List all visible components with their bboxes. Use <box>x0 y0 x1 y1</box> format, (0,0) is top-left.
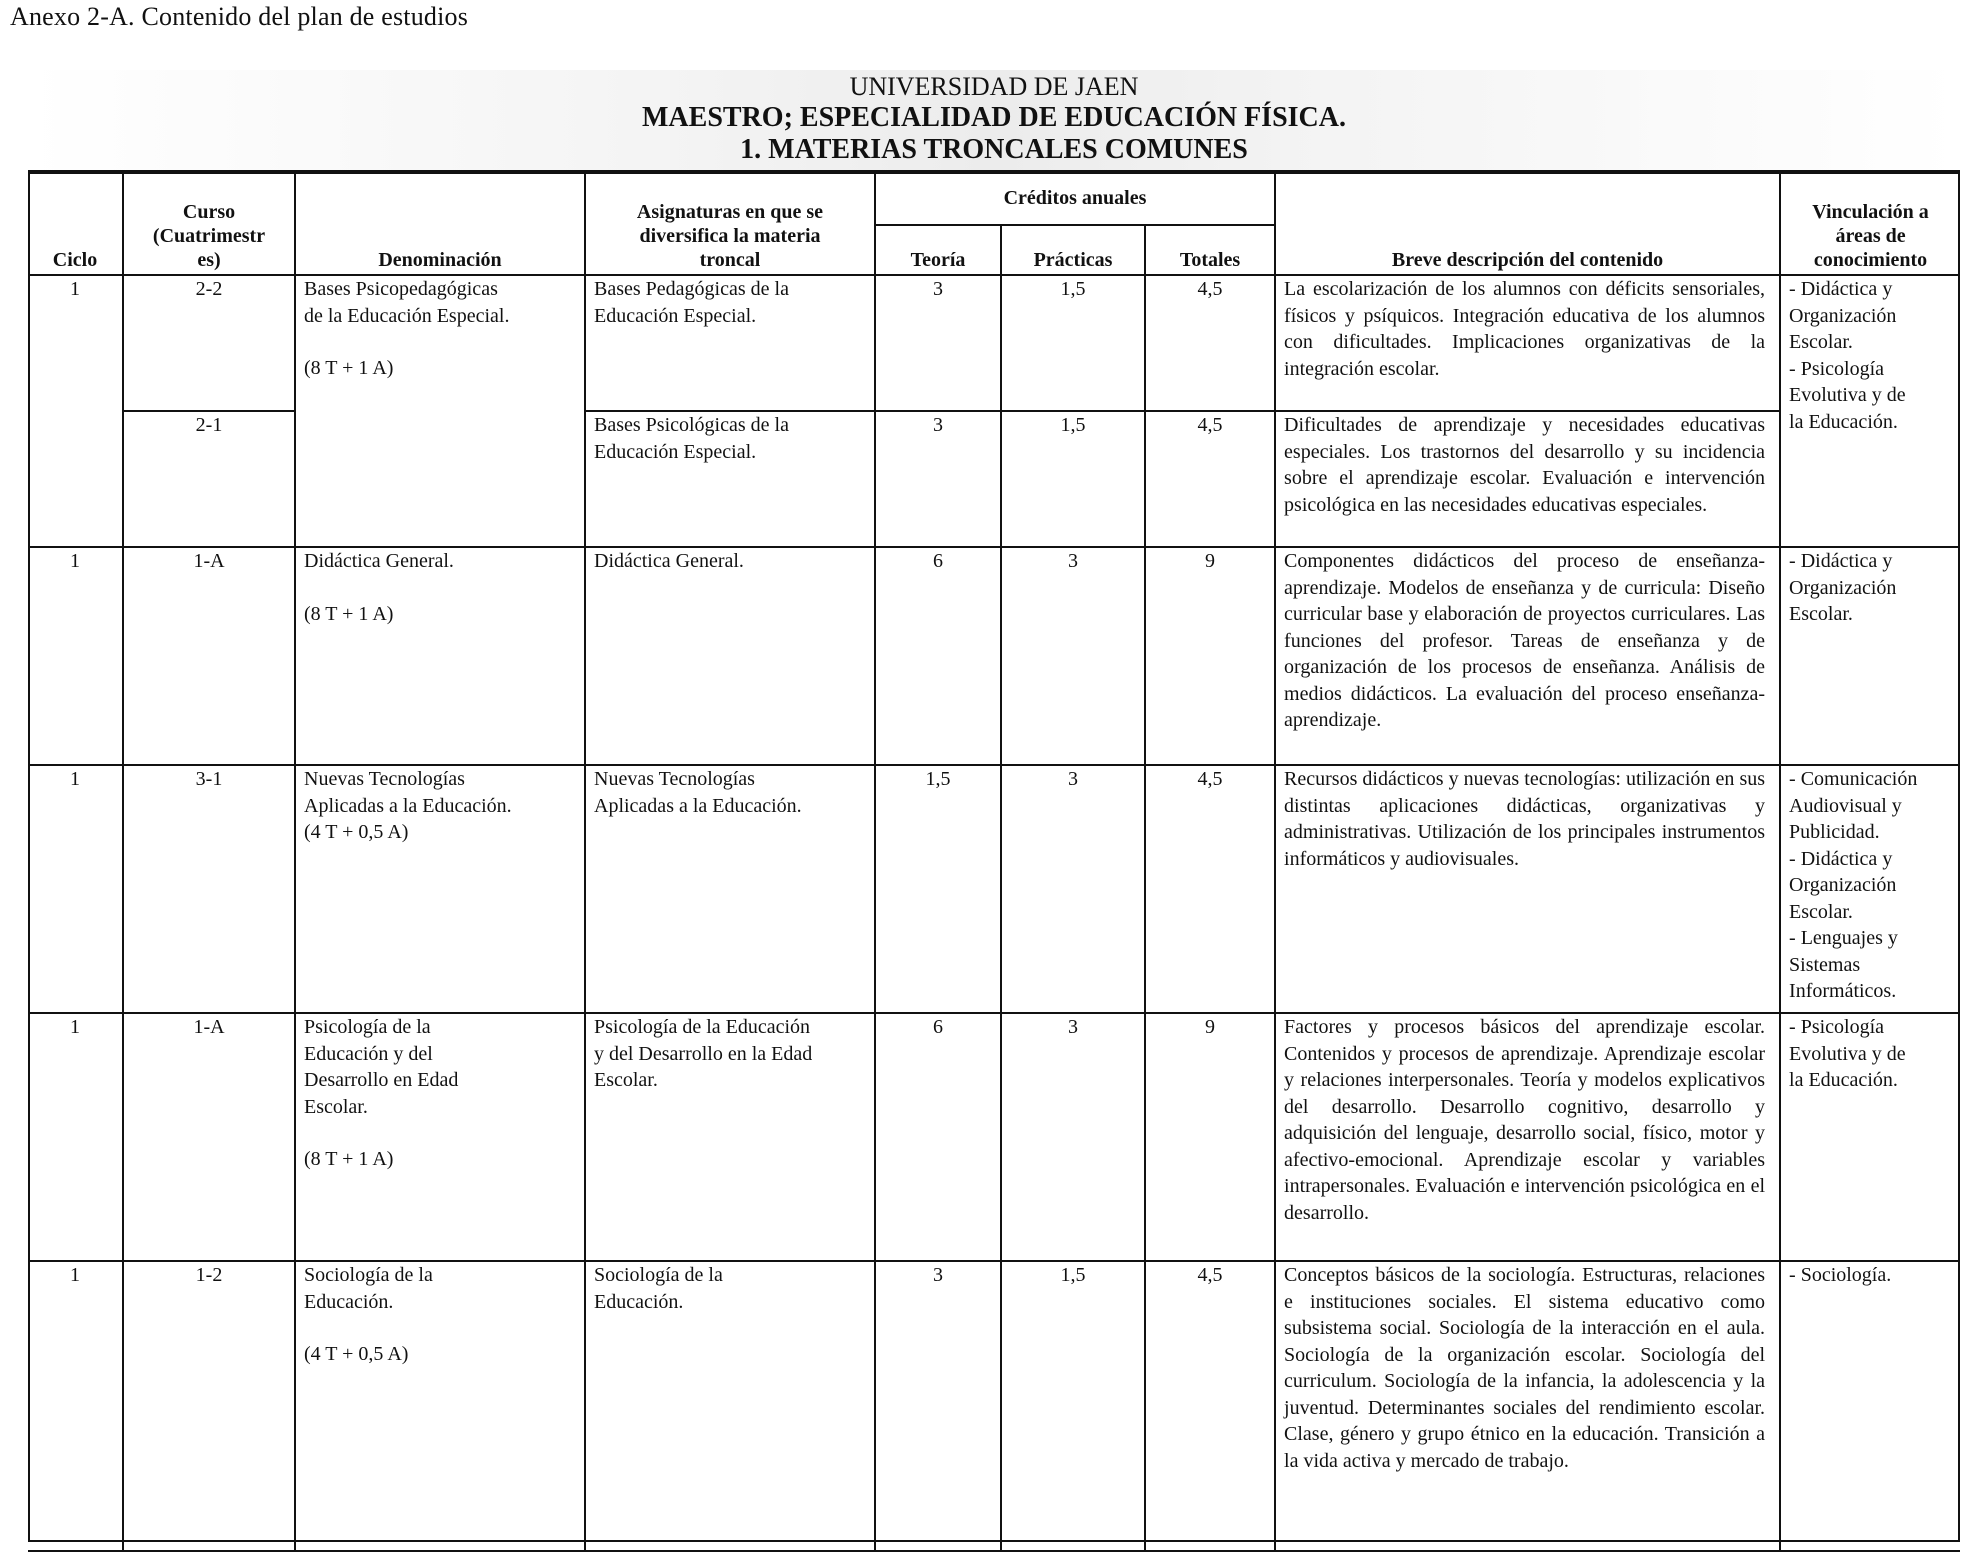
asignatura-cell: Sociología de la Educación. <box>585 1261 875 1551</box>
university-name: UNIVERSIDAD DE JAEN <box>849 72 1139 101</box>
denominacion-cell: Psicología de la Educación y del Desarrollo en Edad Escolar. (8 T + 1 A) <box>295 1013 585 1261</box>
curso-cell: 3-1 <box>123 765 295 1013</box>
vinculacion-cell: - Sociología. <box>1780 1261 1960 1551</box>
totales-cell: 4,5 <box>1145 411 1275 547</box>
curriculum-table <box>28 172 1960 1552</box>
practicas-cell: 3 <box>1001 547 1145 765</box>
header-totales: Totales <box>1145 225 1275 275</box>
asignatura-cell: Nuevas Tecnologías Aplicadas a la Educación. <box>585 765 875 1013</box>
curso-cell: 2-1 <box>123 411 295 547</box>
totales-cell: 9 <box>1145 547 1275 765</box>
header-denominacion: Denominación <box>295 173 585 275</box>
ciclo-cell: 1 <box>28 765 123 1013</box>
ciclo-cell: 1 <box>28 275 123 547</box>
teoria-cell: 6 <box>875 547 1001 765</box>
table-row <box>28 765 1960 1013</box>
header-ciclo: Ciclo <box>28 173 123 275</box>
header-creditos: Créditos anuales <box>875 173 1275 225</box>
curso-cell: 1-A <box>123 1013 295 1261</box>
section-title: 1. MATERIAS TRONCALES COMUNES <box>740 134 1248 165</box>
teoria-cell: 1,5 <box>875 765 1001 1013</box>
table-row <box>28 1261 1960 1551</box>
credit-breakdown: (4 T + 0,5 A) <box>304 1343 409 1365</box>
vinculacion-cell: - Psicología Evolutiva y de la Educación. <box>1780 1013 1960 1261</box>
denominacion-cell: Didáctica General. (8 T + 1 A) <box>295 547 585 765</box>
header-asignaturas: Asignaturas en que se diversifica la materia troncal <box>585 173 875 275</box>
practicas-cell: 1,5 <box>1001 1261 1145 1551</box>
header-curso: Curso (Cuatrimestr es) <box>123 173 295 275</box>
totales-cell: 4,5 <box>1145 275 1275 411</box>
credit-breakdown: (8 T + 1 A) <box>304 602 394 625</box>
teoria-cell: 6 <box>875 1013 1001 1261</box>
totales-cell: 4,5 <box>1145 765 1275 1013</box>
annex-title: Anexo 2-A. Contenido del plan de estudios <box>10 2 469 31</box>
table-banner <box>28 70 1960 172</box>
table-row <box>28 275 1960 411</box>
descripcion-cell: Conceptos básicos de la sociología. Estructuras, relaciones e instituciones sociales. El sistema educativo como subsistema social. Sociología de la interacción en el aula. Sociología de la organización escolar. Sociología del curriculum. Sociología de la infancia, la adolescencia y la juventud. Determinantes sociales del rendimiento escolar. Clase, género y grupo étnico en la educación. Transición a la vida activa y mercado de trabajo. <box>1275 1261 1780 1551</box>
header-vinculacion: Vinculación a áreas de conocimiento <box>1780 173 1960 275</box>
ciclo-cell: 1 <box>28 1261 123 1551</box>
credit-breakdown: (8 T + 1 A) <box>304 357 394 379</box>
header-practicas: Prácticas <box>1001 225 1145 275</box>
descripcion-cell: La escolarización de los alumnos con déficits sensoriales, físicos y psíquicos. Integración educativa de los alumnos con dificultades. Implicaciones organizativas de la integración escolar. <box>1275 275 1780 411</box>
totales-cell: 9 <box>1145 1013 1275 1261</box>
totales-cell: 4,5 <box>1145 1261 1275 1551</box>
practicas-cell: 1,5 <box>1001 411 1145 547</box>
header-teoria: Teoría <box>875 225 1001 275</box>
table-row <box>28 547 1960 765</box>
descripcion-cell: Factores y procesos básicos del aprendizaje escolar. Contenidos y procesos de aprendizaje. Aprendizaje escolar y relaciones interpersonales. Teoría y modelos explicativos del desarrollo. Desarrollo cognitivo, desarrollo y adquisición del lenguaje, desarrollo social, físico, motor y afectivo-emocional. Aprendizaje escolar y variables intrapersonales. Evaluación e intervención psicológica en el desarrollo. <box>1275 1013 1780 1261</box>
curso-cell: 1-2 <box>123 1261 295 1551</box>
descripcion-cell: Dificultades de aprendizaje y necesidades educativas especiales. Los trastornos del desarrollo y su incidencia sobre el aprendizaje escolar. Evaluación e intervención psicológica en las necesidades educativas especiales. <box>1275 411 1780 547</box>
ciclo-cell: 1 <box>28 547 123 765</box>
practicas-cell: 3 <box>1001 1013 1145 1261</box>
curso-cell: 2-2 <box>123 275 295 411</box>
denominacion-cell: Sociología de la Educación. (4 T + 0,5 A) <box>295 1261 585 1551</box>
vinculacion-cell: - Didáctica y Organización Escolar. - Psicología Evolutiva y de la Educación. <box>1780 275 1960 547</box>
denominacion-cell: Bases Psicopedagógicas de la Educación Especial. (8 T + 1 A) <box>295 275 585 547</box>
table-row <box>28 1013 1960 1261</box>
curso-cell: 1-A <box>123 547 295 765</box>
practicas-cell: 3 <box>1001 765 1145 1013</box>
header-descripcion: Breve descripción del contenido <box>1275 173 1780 275</box>
asignatura-cell: Bases Psicológicas de la Educación Especial. <box>585 411 875 547</box>
asignatura-cell: Psicología de la Educación y del Desarrollo en la Edad Escolar. <box>585 1013 875 1261</box>
degree-title: MAESTRO; ESPECIALIDAD DE EDUCACIÓN FÍSICA. <box>642 102 1346 133</box>
descripcion-cell: Componentes didácticos del proceso de enseñanza-aprendizaje. Modelos de enseñanza y de curricula: Diseño curricular base y elaboración de proyectos curriculares. Las funciones del profesor. Tareas de enseñanza y de organización de los procesos de enseñanza. Análisis de medios didácticos. La evaluación del proceso enseñanza-aprendizaje. <box>1275 547 1780 765</box>
vinculacion-cell: - Didáctica y Organización Escolar. <box>1780 547 1960 765</box>
asignatura-cell: Bases Pedagógicas de la Educación Especial. <box>585 275 875 411</box>
ciclo-cell: 1 <box>28 1013 123 1261</box>
teoria-cell: 3 <box>875 1261 1001 1551</box>
asignatura-cell: Didáctica General. <box>585 547 875 765</box>
vinculacion-cell: - Comunicación Audiovisual y Publicidad. - Didáctica y Organización Escolar. - Lenguajes y Sistemas Informáticos. <box>1780 765 1960 1013</box>
credit-breakdown: (4 T + 0,5 A) <box>304 821 409 843</box>
descripcion-cell: Recursos didácticos y nuevas tecnologías: utilización en sus distintas aplicaciones didácticas, organizativas y administrativas. Utilización de los principales instrumentos informáticos y audiovisuales. <box>1275 765 1780 1013</box>
teoria-cell: 3 <box>875 411 1001 547</box>
credit-breakdown: (8 T + 1 A) <box>304 1148 394 1170</box>
denominacion-cell: Nuevas Tecnologías Aplicadas a la Educación. (4 T + 0,5 A) <box>295 765 585 1013</box>
practicas-cell: 1,5 <box>1001 275 1145 411</box>
teoria-cell: 3 <box>875 275 1001 411</box>
